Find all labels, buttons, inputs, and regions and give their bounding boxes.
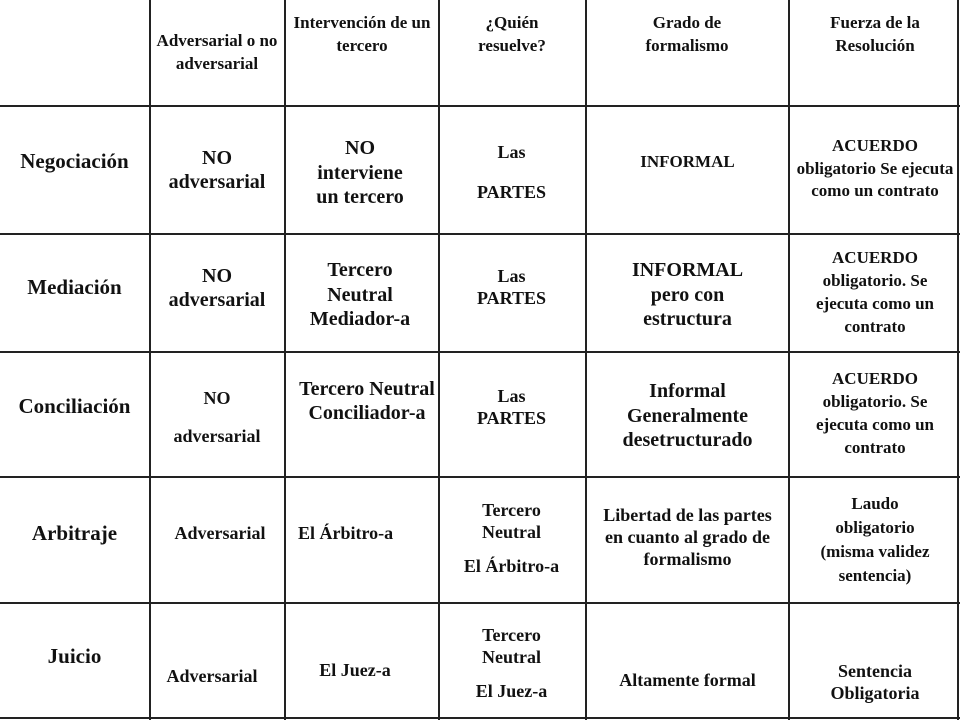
cell-fuerza: ACUERDO obligatorio. Se ejecuta como un contrato (815, 369, 935, 457)
cell-quien (440, 612, 583, 716)
cell-intervencion: Tercero Neutral Mediador-a (309, 259, 411, 331)
cell-formalismo: INFORMAL pero con estructura (631, 259, 744, 331)
cell-quien: Las PARTES (476, 386, 547, 428)
row-label-negociacion: Negociación (20, 149, 129, 174)
column-header-adversarial: Adversarial o no adversarial (156, 31, 278, 73)
cell-adversarial: Adversarial (174, 523, 266, 544)
table-border (957, 0, 959, 720)
table-border (0, 233, 960, 235)
cell-line: El Árbitro-a (463, 555, 560, 576)
cell-line: NO (203, 388, 231, 409)
table-border (0, 351, 960, 353)
column-header-intervencion: Intervención de un tercero (293, 13, 431, 55)
table-border (585, 0, 587, 720)
table-border (788, 0, 790, 720)
cell-fuerza: Laudo obligatorio (misma validez sentencia) (820, 494, 930, 585)
cell-intervencion: NO interviene un tercero (316, 137, 404, 209)
table-border (0, 476, 960, 478)
cell-formalismo: Altamente formal (619, 670, 756, 691)
row-label-conciliacion: Conciliación (18, 394, 131, 419)
row-label-juicio: Juicio (47, 644, 102, 669)
cell-formalismo: Informal Generalmente desetructurado (622, 380, 753, 452)
table-border (0, 717, 960, 719)
cell-fuerza: Sentencia Obligatoria (830, 661, 920, 703)
cell-formalismo: INFORMAL (640, 151, 735, 171)
cell-adversarial (152, 370, 282, 466)
cell-intervencion: El Juez-a (319, 660, 391, 681)
cell-line: PARTES (476, 182, 547, 202)
row-label-mediacion: Mediación (27, 275, 122, 300)
cell-adversarial: NO adversarial (168, 264, 266, 311)
cell-line: adversarial (173, 426, 261, 446)
cell-quien (440, 118, 583, 228)
cell-quien: Las PARTES (476, 266, 547, 308)
column-header-fuerza: Fuerza de la Resolución (830, 13, 920, 55)
cell-fuerza: ACUERDO obligatorio. Se ejecuta como un contrato (815, 248, 935, 336)
cell-fuerza: ACUERDO obligatorio Se ejecuta como un contrato (796, 135, 954, 201)
cell-intervencion: El Árbitro-a (298, 523, 394, 544)
cell-adversarial: NO adversarial (168, 146, 266, 193)
cell-quien (440, 484, 583, 594)
table-border (0, 105, 960, 107)
table-border (0, 602, 960, 604)
cell-line: El Juez-a (475, 680, 548, 701)
row-label-arbitraje: Arbitraje (31, 521, 118, 546)
cell-line: Tercero Neutral (482, 625, 541, 668)
column-header-quien: ¿Quién resuelve? (478, 13, 546, 55)
cell-formalismo: Libertad de las partes en cuanto al grado de formalismo (603, 505, 772, 569)
table-border (149, 0, 151, 720)
cell-line: Tercero Neutral (482, 500, 541, 543)
table-border (284, 0, 286, 720)
column-header-formalismo: Grado de formalismo (645, 13, 729, 55)
cell-line: Las (497, 142, 526, 163)
cell-adversarial: Adversarial (166, 666, 258, 687)
cell-intervencion: Tercero Neutral Conciliador-a (299, 377, 435, 424)
